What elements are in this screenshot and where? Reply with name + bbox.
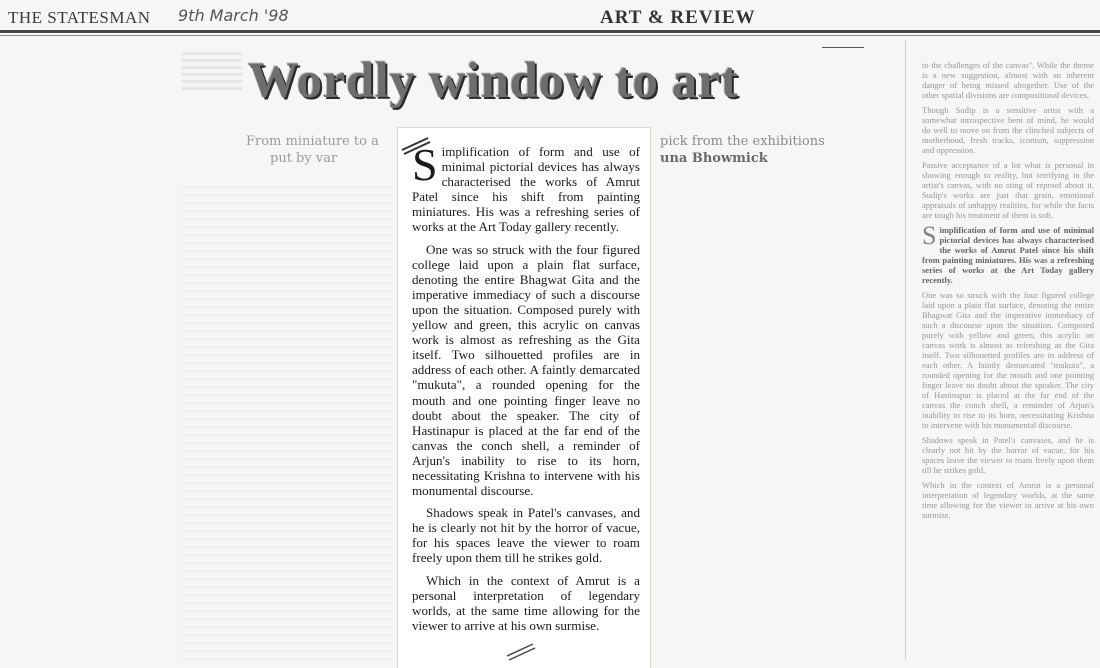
standfirst-left-line1: From miniature to a bbox=[246, 134, 379, 149]
headline: Wordly window to art bbox=[248, 53, 739, 109]
column-divider bbox=[905, 40, 906, 660]
article-paragraph-1: Simplification of form and use of minimal pictorial devices has always characterised the works of Amrut Patel since his shift from painting miniatures. His was a refreshing series of works at the Art Today gallery recently. bbox=[412, 139, 640, 235]
column-end-slash-icon bbox=[505, 640, 539, 662]
standfirst-left bbox=[246, 133, 379, 167]
right-col-paragraph-2: Though Sudip is a sensitive artist with a somewhat introspective bent of mind, he would do well to move on from the clinched subjects of motherhood, fresh tracks, iconism, suppression and oppression. bbox=[922, 105, 1094, 155]
faded-column-shadow bbox=[182, 180, 392, 660]
newspaper-name: THE STATESMAN bbox=[8, 8, 151, 27]
headline-corner-rule bbox=[822, 47, 864, 48]
standfirst-left-line2: put by var bbox=[270, 151, 338, 166]
column-start-slash-icon bbox=[400, 134, 434, 156]
masthead-rule bbox=[0, 30, 1100, 33]
standfirst-right bbox=[660, 133, 825, 167]
right-col-paragraph-6: Shadows speak in Patel's canvases, and he is clearly not hit by the horror of vacue, for his spaces leave the viewer to roam freely upon them till he strikes gold. bbox=[922, 435, 1094, 475]
faded-column-left bbox=[182, 50, 242, 90]
right-col-paragraph-5: One was so struck with the four figured college laid upon a plain flat surface, denoting the entire Bhagwat Gita and the imperative immediacy of such a discourse upon the situation. Composed purely with yellow and green, this acrylic on canvas work is almost as refreshing as the Gita itself. Two silhouetted profiles are in address of each other. A faintly demarcated "mukuta", a rounded opening for the mouth and one pointing finger leave no doubt about the speaker. The city of Hastinapur is placed at the far end of the canvas the conch shell, a reminder of Arjun's inability to rise to its horn, necessitating Krishna to intervene with his monumental discourse. bbox=[922, 290, 1094, 430]
handwritten-date: 9th March '98 bbox=[178, 6, 289, 25]
right-col-paragraph-7: Which in the context of Amrut is a personal interpretation of legendary worlds, at the same time allowing for the viewer to arrive at his own surmise. bbox=[922, 480, 1094, 520]
article-paragraph-3: Shadows speak in Patel's canvases, and he is clearly not hit by the horror of vacue, for his spaces leave the viewer to roam freely upon them till he strikes gold. bbox=[412, 505, 640, 566]
section-title: ART & REVIEW bbox=[600, 7, 756, 28]
article-paragraph-2: One was so struck with the four figured college laid upon a plain flat surface, denoting the entire Bhagwat Gita and the imperative immediacy of such a discourse upon the situation. Composed purely with yellow and green, this acrylic on canvas work is almost as refreshing as the Gita itself. Two silhouetted profiles are in address of each other. A faintly demarcated "mukuta", a rounded opening for the mouth and one pointing finger leave no doubt about the speaker. The city of Hastinapur is placed at the far end of the canvas the conch shell, a reminder of Arjun's inability to rise to its horn, necessitating Krishna to intervene with his monumental discourse. bbox=[412, 241, 640, 499]
article-clipping bbox=[398, 128, 650, 668]
article-body bbox=[412, 139, 640, 640]
article-paragraph-4: Which in the context of Amrut is a personal interpretation of legendary worlds, at the same time allowing for the viewer to arrive at his own surmise. bbox=[412, 572, 640, 633]
right-col-paragraph-4: Simplification of form and use of minimal pictorial devices has always characterised the works of Amrut Patel since his shift from painting miniatures. His was a refreshing series of works at the Art Today gallery recently. bbox=[922, 221, 1094, 285]
standfirst-right-line1: pick from the exhibitions bbox=[660, 134, 825, 149]
byline: una Bhowmick bbox=[660, 151, 768, 166]
right-col-paragraph-3: Passive acceptance of a lot what is personal in showing enough to reality, but terrifying in the artist's canvas, with no sting of reproof about it. Sudip's works are just that grain, emotional appraisals of unhappy realities, for while the facts are tough his treatment of them is soft. bbox=[922, 160, 1094, 220]
right-column-faded bbox=[922, 60, 1094, 660]
right-col-drop-cap: S bbox=[922, 221, 937, 250]
right-col-paragraph-1: to the challenges of the canvas". While the theme is a new suggestion, almost with an inherent danger of being missed altogether. Use of the other spatial divisions are compositional devices. bbox=[922, 60, 1094, 100]
masthead-rule-thin bbox=[0, 35, 1100, 36]
drop-cap: S bbox=[412, 139, 438, 190]
